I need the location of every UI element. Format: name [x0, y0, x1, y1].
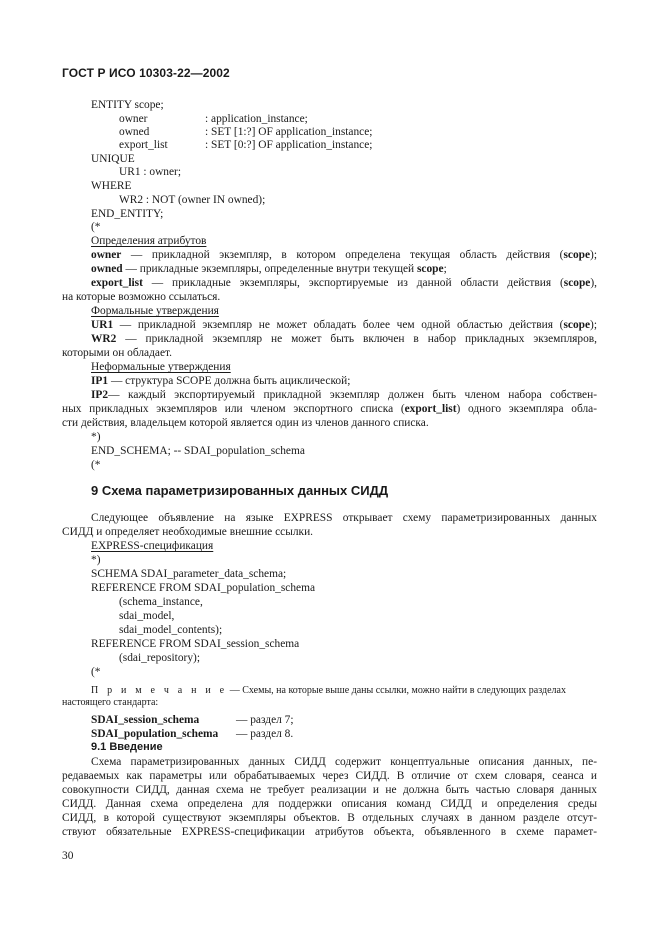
reference-population: REFERENCE FROM SDAI_population_schema	[91, 582, 316, 594]
intro-paragraph-line: совокупности СИДД, данная схема не требует реализации и не должна быть частью словаря данных	[62, 784, 597, 796]
intro-paragraph-line: ствуют обязательные EXPRESS-спецификации атрибутов объекта, объявленного в схеме парамет-	[62, 826, 597, 838]
def-owner: owner — прикладной экземпляр, в котором определена текущая область действия (scope);	[91, 249, 597, 261]
def-export-list: export_list — прикладные экземпляры, экспортируемые из данной области действия (scope),	[91, 277, 597, 289]
comment-open-2: (*	[91, 459, 101, 471]
informal-ip2-cont: ных прикладных экземпляров или членом экспортного списка (export_list) одного экземпляра обла-	[62, 403, 598, 415]
end-entity: END_ENTITY;	[91, 208, 164, 220]
ref-schema-name: SDAI_population_schema	[91, 728, 219, 740]
ref-item: sdai_model,	[119, 610, 175, 622]
term-ip1: IP1	[91, 375, 109, 387]
schema-declaration: SCHEMA SDAI_parameter_data_schema;	[91, 568, 287, 580]
where-keyword: WHERE	[91, 180, 132, 192]
def-owned: owned — прикладные экземпляры, определенные внутри текущей scope;	[91, 263, 447, 275]
ref-schema-name: SDAI_session_schema	[91, 714, 200, 726]
page-header: ГОСТ Р ИСО 10303-22—2002	[62, 66, 230, 80]
intro-paragraph-line: СИДД. Данная схема определена для поддержки описания команд СИДД и определения среды	[62, 798, 597, 810]
unique-keyword: UNIQUE	[91, 153, 135, 165]
informal-ip2-end: сти действия, владельцем которой является один из членов данного списка.	[62, 417, 429, 429]
section-9-intro: Следующее объявление на языке EXPRESS открывает схему параметризированных данных	[91, 512, 597, 524]
term-ip2: IP2	[91, 389, 109, 401]
unique-rule: UR1 : owner;	[119, 166, 182, 178]
page-number: 30	[62, 850, 74, 862]
section-9-intro-cont: СИДД и определяет необходимые внешние ссылки.	[62, 526, 314, 538]
express-spec-heading: EXPRESS-спецификация	[91, 540, 214, 552]
intro-paragraph-line: Схема параметризированных данных СИДД содержит концептуальные описания данных, пе-	[91, 756, 597, 768]
note: П р и м е ч а н и е — Схемы, на которые выше даны ссылки, можно найти в следующих разделах	[91, 685, 566, 696]
comment-close: *)	[91, 431, 101, 443]
ref-item: (schema_instance,	[119, 596, 203, 608]
term-owner: owner	[91, 249, 122, 261]
note-label: П р и м е ч а н и е	[91, 685, 228, 696]
formal-ur1: UR1 — прикладной экземпляр не может обладать более чем одной областью действия (scope);	[91, 319, 597, 331]
note-cont: настоящего стандарта:	[62, 697, 159, 708]
intro-paragraph-line: СИДД, в которой существуют экземпляры объектов. В отдельных случаях в данном разделе отсут-	[62, 812, 597, 824]
section-9-1-title: 9.1 Введение	[91, 741, 163, 753]
attr-name-owned: owned	[119, 126, 150, 138]
formal-wr2-cont: которыми он обладает.	[62, 347, 172, 359]
informal-heading: Неформальные утверждения	[91, 361, 231, 373]
comment-close-2: *)	[91, 554, 101, 566]
term-owned: owned	[91, 263, 123, 275]
informal-ip1: IP1 — структура SCOPE должна быть ациклической;	[91, 375, 351, 387]
attr-defs-heading: Определения атрибутов	[91, 235, 207, 247]
formal-wr2: WR2 — прикладной экземпляр не может быть включен в набор прикладных экземпляров,	[91, 333, 597, 345]
attr-name-owner: owner	[119, 113, 148, 125]
informal-ip2: IP2— каждый экспортируемый прикладной экземпляр должен быть членом набора собствен-	[91, 389, 597, 401]
attr-type-export-list: : SET [0:?] OF application_instance;	[205, 139, 373, 151]
ref-schema-section: — раздел 7;	[236, 714, 294, 726]
comment-open: (*	[91, 221, 101, 233]
comment-open-3: (*	[91, 666, 101, 678]
def-export-list-cont: на которые возможно ссылаться.	[62, 291, 221, 303]
ref-item: sdai_model_contents);	[119, 624, 223, 636]
term-export-list: export_list	[91, 277, 143, 289]
reference-session: REFERENCE FROM SDAI_session_schema	[91, 638, 300, 650]
attr-type-owned: : SET [1:?] OF application_instance;	[205, 126, 373, 138]
section-9-title: 9 Схема параметризированных данных СИДД	[91, 483, 389, 498]
entity-declaration: ENTITY scope;	[91, 99, 164, 111]
formal-heading: Формальные утверждения	[91, 305, 219, 317]
term-wr2: WR2	[91, 333, 117, 345]
intro-paragraph-line: редаваемых как параметры или обрабатываемых через СИДД. В отличие от схем словаря, сеанса и	[62, 770, 597, 782]
where-rule: WR2 : NOT (owner IN owned);	[119, 194, 266, 206]
attr-type-owner: : application_instance;	[205, 113, 308, 125]
ref-schema-section: — раздел 8.	[236, 728, 294, 740]
ref-item: (sdai_repository);	[119, 652, 200, 664]
term-ur1: UR1	[91, 319, 114, 331]
end-schema: END_SCHEMA; -- SDAI_population_schema	[91, 445, 305, 457]
attr-name-export-list: export_list	[119, 139, 168, 151]
